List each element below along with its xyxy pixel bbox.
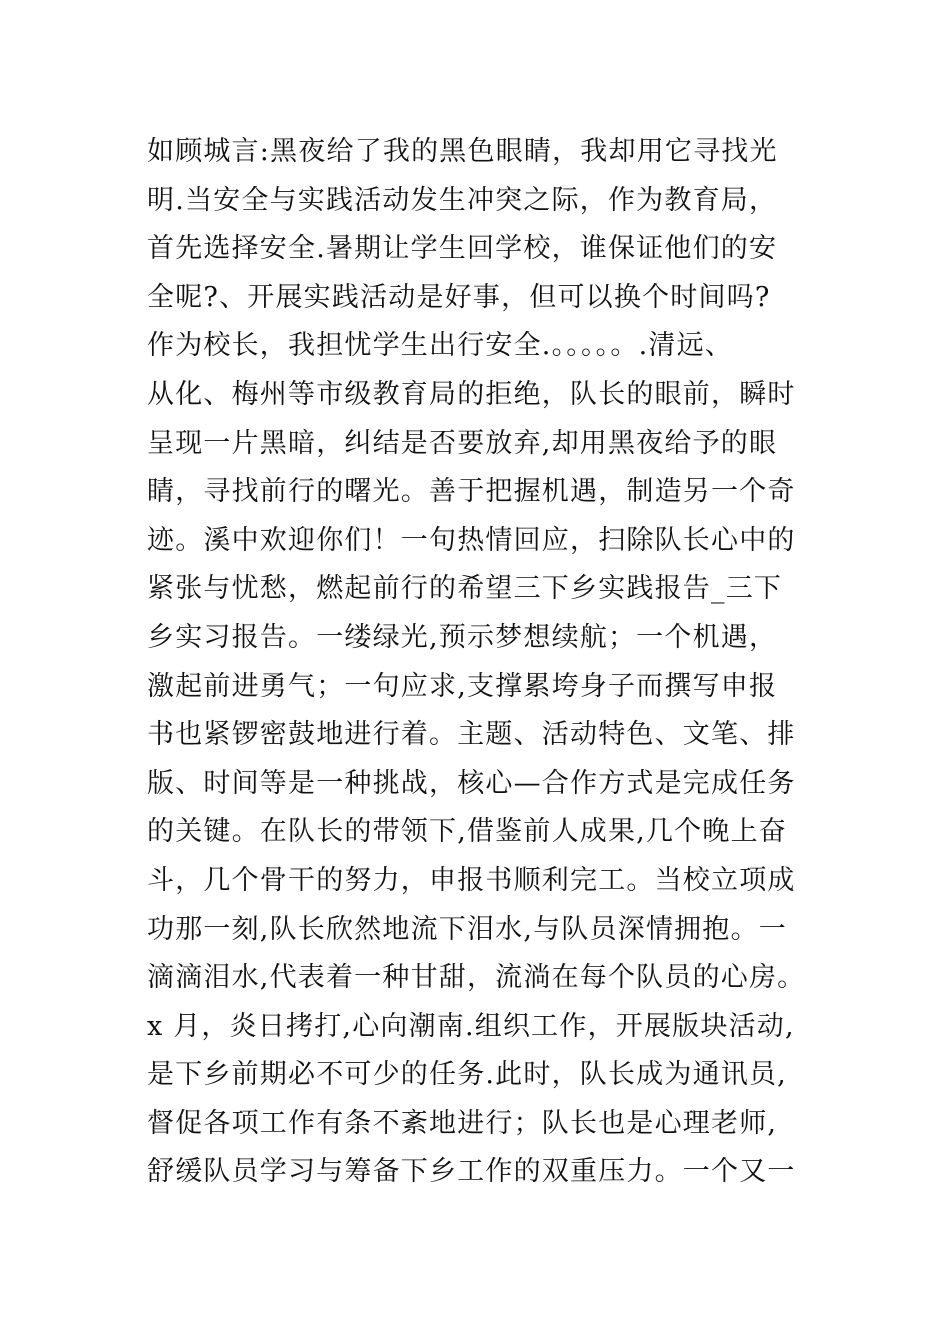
- text-line: 作为校长，我担忧学生出行安全.。。。。。.清远、: [147, 330, 733, 362]
- text-line: 明.当安全与实践活动发生冲突之际，作为教育局，: [147, 184, 778, 216]
- text-line: 是下乡前期必不可少的任务.此时，队长成为通讯员,: [147, 1059, 787, 1091]
- text-line: 激起前进勇气；一句应求,支撑累垮身子而撰写申报: [147, 670, 778, 702]
- text-line: 书也紧锣密鼓地进行着。主题、活动特色、文笔、排: [147, 719, 796, 751]
- text-line: 功那一刻,队长欣然地流下泪水,与队员深情拥抱。一: [147, 913, 787, 945]
- text-line: 迹。溪中欢迎你们！一句热情回应，扫除队长心中的: [147, 524, 796, 556]
- text-line: 全呢?、开展实践活动是好事，但可以换个时间吗?: [147, 281, 771, 313]
- text-line: 如顾城言:黑夜给了我的黑色眼睛，我却用它寻找光: [147, 136, 778, 167]
- body-text: [147, 128, 827, 1197]
- text-line: 从化、梅州等市级教育局的拒绝，队长的眼前，瞬时: [147, 378, 796, 410]
- text-line: 斗，几个骨干的努力，申报书顺利完工。当校立项成: [147, 864, 796, 896]
- text-line: 的关键。在队长的带领下,借鉴前人成果,几个晚上奋: [147, 816, 787, 848]
- text-line: 呈现一片黑暗，纠结是否要放弃,却用黑夜给予的眼: [147, 427, 778, 459]
- text-line: 督促各项工作有条不紊地进行；队长也是心理老师,: [147, 1107, 778, 1139]
- text-line: 乡实习报告。一缕绿光,预示梦想续航；一个机遇，: [147, 621, 778, 653]
- text-line: 睛，寻找前行的曙光。善于把握机遇，制造另一个奇: [147, 476, 796, 508]
- text-line: 滴滴泪水,代表着一种甘甜，流淌在每个队员的心房。: [147, 962, 806, 994]
- text-line: 首先选择安全.暑期让学生回学校，谁保证他们的安: [147, 233, 778, 265]
- text-line: 舒缓队员学习与筹备下乡工作的双重压力。一个又一: [147, 1156, 796, 1188]
- text-line: x 月，炎日拷打,心向潮南.组织工作，开展版块活动,: [147, 1010, 795, 1042]
- text-line: 版、时间等是一种挑战，核心—合作方式是完成任务: [147, 767, 796, 799]
- text-line: 紧张与忧愁，燃起前行的希望三下乡实践报告_三下: [147, 573, 783, 605]
